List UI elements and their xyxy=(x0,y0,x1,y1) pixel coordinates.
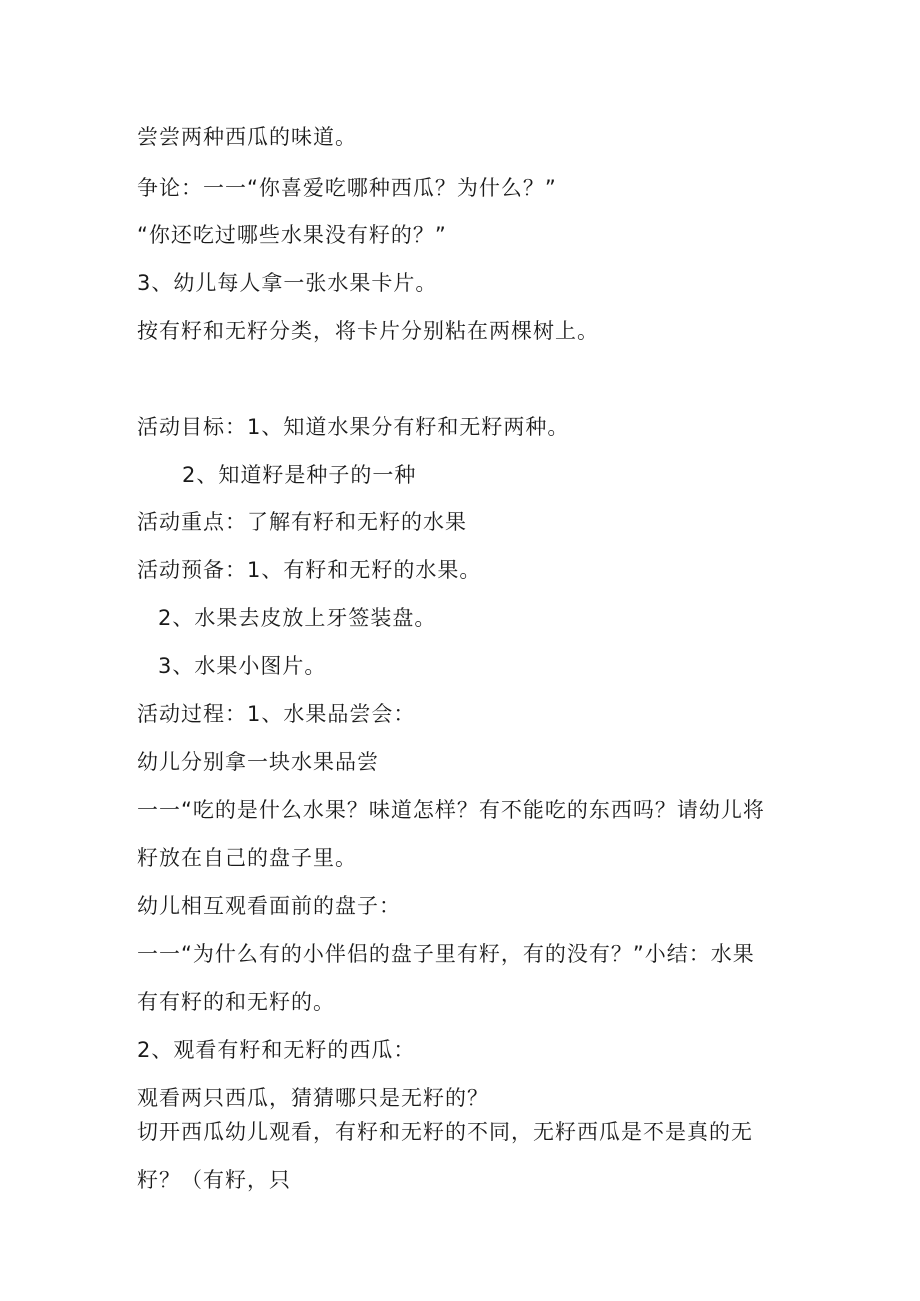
text-line: 观看两只西瓜，猜猜哪只是无籽的？ xyxy=(137,1086,489,1110)
text-line: 幼儿分别拿一块水果品尝 xyxy=(137,750,379,774)
text-line: 活动目标：1、知道水果分有籽和无籽两种。 xyxy=(137,415,570,439)
text-line: 2、知道籽是种子的一种 xyxy=(182,463,417,487)
text-line: 活动重点：了解有籽和无籽的水果 xyxy=(137,510,467,534)
text-line: 2、观看有籽和无籽的西瓜： xyxy=(137,1038,416,1062)
text-line: 活动过程：1、水果品尝会： xyxy=(137,702,416,726)
text-line: 籽？（有籽，只 xyxy=(137,1168,291,1192)
text-line: 尝尝两种西瓜的味道。 xyxy=(137,125,357,149)
text-line: 有有籽的和无籽的。 xyxy=(137,990,335,1014)
text-line: 3、幼儿每人拿一张水果卡片。 xyxy=(137,271,438,295)
text-line: “你还吃过哪些水果没有籽的？” xyxy=(137,223,447,247)
text-line: 一一“吃的是什么水果？味道怎样？有不能吃的东西吗？请幼儿将 xyxy=(137,798,765,822)
text-line: 籽放在自己的盘子里。 xyxy=(137,846,357,870)
text-line: 3、水果小图片。 xyxy=(158,654,327,678)
text-line: 争论：一一“你喜爱吃哪种西瓜？为什么？” xyxy=(137,176,557,200)
text-line: 按有籽和无籽分类，将卡片分别粘在两棵树上。 xyxy=(137,319,599,343)
text-line: 一一“为什么有的小伴侣的盘子里有籽，有的没有？”小结：水果 xyxy=(137,942,755,966)
text-line: 2、水果去皮放上牙签装盘。 xyxy=(158,606,437,630)
text-line: 活动预备：1、有籽和无籽的水果。 xyxy=(137,558,482,582)
text-line: 切开西瓜幼儿观看，有籽和无籽的不同，无籽西瓜是不是真的无 xyxy=(137,1120,753,1144)
text-line: 幼儿相互观看面前的盘子： xyxy=(137,894,401,918)
